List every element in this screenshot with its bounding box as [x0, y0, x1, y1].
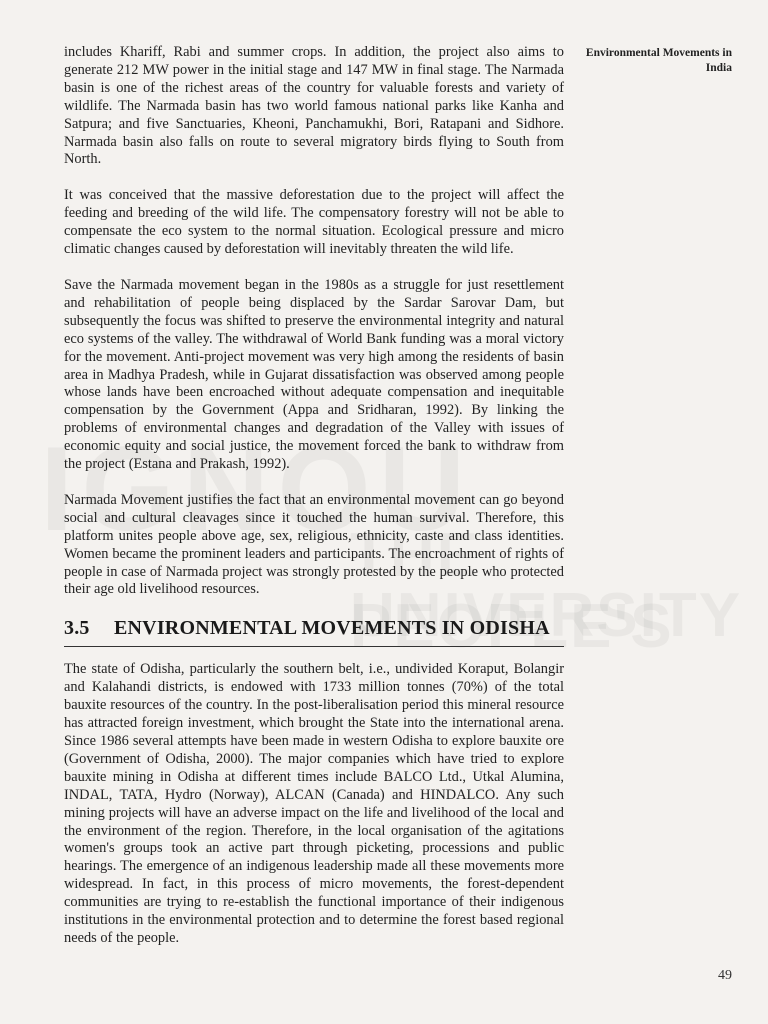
running-header: Environmental Movements in India	[585, 47, 732, 74]
paragraph-odisha: The state of Odisha, particularly the southern belt, i.e., undivided Koraput, Bolangir and Kalahandi districts, is endowed with 1733 million tonnes (70%) of the total bauxite resources of the country. In the post-liberalisation period this mineral resource has attracted foreign investment, which brought the State into the international arena. Since 1986 several attempts have been made in western Odisha to explore bauxite ore (Government of Odisha, 2000). The major companies which have tried to explore bauxite mining in Odisha at different times include BALCO Ltd., Utkal Alumina, INDAL, TATA, Hydro (Norway), ALCAN (Canada) and HINDALCO. Any such mining projects will have an adverse impact on the life and livelihood of the local and the environment of the region. Therefore, in the local organisation of the agitations women's groups took an active part through picketing, processions and public hearings. The emergence of an indigenous leadership made all these movements more widespread. In fact, in this process of micro movements, the forest-dependent communities are trying to re-establish the functional importance of their indigenous institutions in the environmental protection and to determine the forest based regional needs of the people.	[64, 661, 564, 946]
section-heading	[64, 617, 564, 647]
paragraph-narmada-basin: includes Khariff, Rabi and summer crops. In addition, the project also aims to generate 212 MW power in the initial stage and 147 MW in final stage. The Narmada basin is one of the richest areas of the country for valuable forests and variety of wildlife. The Narmada basin has two world famous national parks like Kanha and Satpura; and five Sanctuaries, Kheoni, Panchamukhi, Bori, Ratapani and Sidhore. Narmada basin also falls on route to several migratory birds flying to South from North.	[64, 44, 564, 168]
section-title: ENVIRONMENTAL MOVEMENTS IN ODISHA	[114, 617, 550, 640]
page-body	[64, 44, 564, 966]
section-number: 3.5	[64, 617, 90, 640]
paragraph-deforestation: It was conceived that the massive deforestation due to the project will affect the feeding and breeding of the wild life. The compensatory forestry will not be able to compensate the eco system to the normal situation. Ecological pressure and micro climatic changes caused by deforestation will inevitably threaten the wild life.	[64, 187, 564, 258]
paragraph-save-narmada: Save the Narmada movement began in the 1980s as a struggle for just resettlement and rehabilitation of people being displaced by the Sardar Sarovar Dam, but subsequently the focus was shifted to preserve the environmental integrity and natural eco systems of the valley. The withdrawal of World Bank funding was a moral victory for the movement. Anti-project movement was very high among the residents of basin area in Madhya Pradesh, while in Gujarat dissatisfaction was observed among people whose lands have been encroached without adequate compensation and inequitable compensation by the Government (Appa and Sridharan, 1992). By linking the problems of environmental changes and degradation of the Valley with issues of economic equity and social justice, the movement forced the bank to withdraw from the project (Estana and Prakash, 1992).	[64, 276, 564, 473]
page-number: 49	[718, 968, 732, 983]
paragraph-narmada-justifies: Narmada Movement justifies the fact that an environmental movement can go beyond social and cultural cleavages since it touched the human survival. Therefore, this platform unites people above age, sex, religious, ethnicity, caste and class identities. Women became the prominent leaders and participants. The encroachment of rights of people in case of Narmada project was strongly protested by the people who protected their age old livelihood resources.	[64, 491, 564, 598]
